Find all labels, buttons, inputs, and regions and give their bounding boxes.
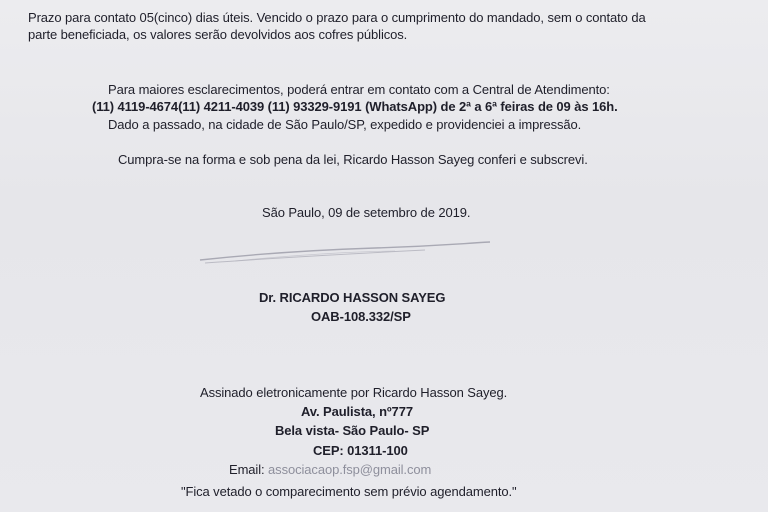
address-cep: CEP: 01311-100 bbox=[313, 443, 408, 458]
address-street: Av. Paulista, nº777 bbox=[301, 404, 413, 419]
appointment-notice: "Fica vetado o comparecimento sem prévio agendamento." bbox=[181, 484, 517, 499]
deadline-text-line-2: parte beneficiada, os valores serão devolvidos aos cofres públicos. bbox=[28, 27, 408, 42]
given-text: Dado a passado, na cidade de São Paulo/SP, expedido e providenciei a impressão. bbox=[108, 117, 582, 132]
contact-phones: (11) 4119-4674(11) 4211-4039 (11) 93329-9191 (WhatsApp) de 2ª a 6ª feiras de 09 às 16h. bbox=[92, 99, 618, 114]
signed-electronically: Assinado eletronicamente por Ricardo Hasson Sayeg. bbox=[200, 385, 508, 400]
email-label: Email: bbox=[229, 462, 265, 477]
email-link[interactable]: associacaop.fsp@gmail.com bbox=[268, 462, 432, 477]
deadline-text-line-1: Prazo para contato 05(cinco) dias úteis. Vencido o prazo para o cumprimento do mandado, sem o contato da bbox=[28, 10, 646, 25]
signer-name: Dr. RICARDO HASSON SAYEG bbox=[259, 290, 446, 305]
closing-text: Cumpra-se na forma e sob pena da lei, Ricardo Hasson Sayeg conferi e subscrevi. bbox=[118, 152, 588, 167]
handwritten-signature bbox=[195, 232, 495, 272]
signer-oab: OAB-108.332/SP bbox=[311, 309, 411, 324]
address-district: Bela vista- São Paulo- SP bbox=[275, 423, 430, 438]
email-line bbox=[229, 462, 431, 477]
contact-intro: Para maiores esclarecimentos, poderá entrar em contato com a Central de Atendimento: bbox=[108, 82, 610, 97]
place-date: São Paulo, 09 de setembro de 2019. bbox=[262, 205, 471, 220]
